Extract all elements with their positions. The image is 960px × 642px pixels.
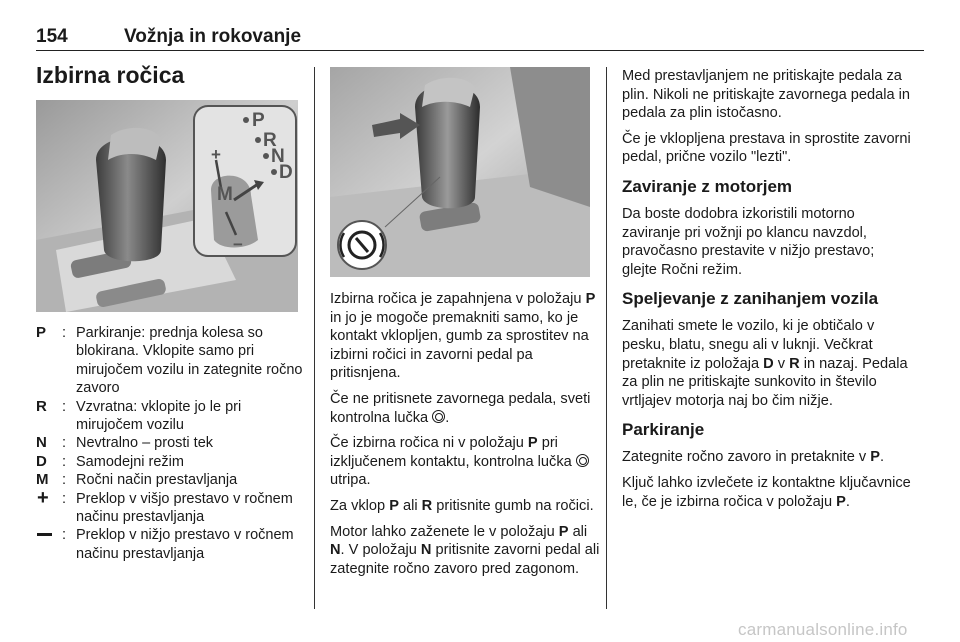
legend-item-r: R : Vzvratna: vklopite jo le pri mirujočem vozilu	[36, 398, 306, 435]
legend-key: P	[36, 324, 47, 341]
page-header	[36, 26, 301, 48]
plus-icon: +	[37, 486, 49, 509]
gear-legend	[36, 324, 306, 563]
minus-icon	[37, 533, 52, 536]
subheading-rocking: Speljevanje z zanihanjem vozila	[622, 289, 879, 309]
gear-letter-d: D	[279, 162, 293, 183]
gear-letter-r: R	[263, 130, 277, 151]
subheading-parking: Parkiranje	[622, 420, 705, 440]
gear-letter-p: P	[252, 110, 265, 131]
legend-text: Nevtralno – prosti tek	[76, 435, 214, 452]
legend-item-d: D : Samodejni režim	[36, 453, 306, 471]
legend-item-m: M : Ročni način prestavljanja	[36, 471, 306, 489]
legend-item-n: N : Nevtralno – prosti tek	[36, 434, 306, 452]
gear-letter-n: N	[271, 146, 285, 167]
column-3-text	[622, 67, 912, 518]
paragraph: Motor lahko zaženete le v položaju P ali N. V položaju N pritisnite zavorni pedal ali zategnite ročno zavoro pred zagonom.	[330, 523, 600, 577]
paragraph: Med prestavljanjem ne pritiskajte pedala za plin. Nikoli ne pritiskajte zavornega pedala in pedala za plin istočasno.	[622, 68, 910, 122]
legend-text: Preklop v višjo prestavo v ročnem načinu prestavljanja	[76, 490, 293, 526]
gear-selector-illustration	[36, 100, 298, 312]
gear-letter-m: M	[217, 184, 233, 205]
column-divider-1	[314, 67, 315, 609]
paragraph: Izbirna ročica je zapahnjena v položaju P in jo je mogoče premakniti samo, ko je kontakt vklopljen, gumb za sprostitev na izbirni ročici in zavorni pedal pa pritisnjena.	[330, 291, 596, 382]
legend-item-p: P : Parkiranje: prednja kolesa so blokirana. Vklopite samo pri mirujočem vozilu in zategnite ročno zavoro	[36, 324, 306, 398]
paragraph: Če je vklopljena prestava in sprostite zavorni pedal, prične vozilo "lezti".	[622, 130, 911, 166]
paragraph: Zategnite ročno zavoro in pretaknite v P.	[622, 449, 885, 466]
paragraph: Če ne pritisnete zavornega pedala, sveti kontrolna lučka .	[330, 390, 591, 426]
chapter-title: Vožnja in rokovanje	[124, 26, 302, 47]
legend-item-plus: + : Preklop v višjo prestavo v ročnem načinu prestavljanja	[36, 490, 306, 527]
subheading-engine-braking: Zaviranje z motorjem	[622, 176, 793, 196]
column-divider-2	[606, 67, 607, 609]
watermark: carmanualsonline.info	[738, 620, 908, 639]
header-rule	[36, 50, 924, 51]
selector-lever-illustration	[330, 67, 590, 277]
paragraph: Da boste dodobra izkoristili motorno zaviranje pri vožnji po klancu navzdol, pravočasno prestavite v nižjo prestavo; glejte Ročni režim.	[622, 205, 875, 278]
paragraph: Če izbirna ročica ni v položaju P pri izključenem kontaktu, kontrolna lučka utripa.	[330, 434, 600, 490]
paragraph: Ključ lahko izvlečete iz kontaktne ključavnice le, če je izbirna ročica v položaju P.	[622, 474, 911, 510]
legend-text: Vzvratna: vklopite jo le pri mirujočem vozilu	[76, 398, 242, 434]
legend-text: Samodejni režim	[76, 453, 184, 470]
legend-text: Ročni način prestavljanja	[76, 472, 238, 489]
column-2-text	[330, 290, 600, 585]
legend-text: Preklop v nižjo prestavo v ročnem načinu prestavljanja	[76, 527, 294, 562]
legend-key: R	[36, 397, 47, 415]
legend-key: M	[36, 471, 49, 489]
brake-warning-icon	[432, 410, 445, 423]
paragraph: Za vklop P ali R pritisnite gumb na ročici.	[330, 497, 594, 514]
minus-symbol: −	[233, 235, 243, 254]
legend-item-minus: : Preklop v nižjo prestavo v ročnem načinu prestavljanja	[36, 526, 306, 563]
legend-key: D	[36, 452, 47, 470]
brake-warning-icon	[576, 454, 589, 467]
legend-key: N	[36, 434, 47, 452]
plus-symbol: +	[211, 145, 221, 164]
legend-text: Parkiranje: prednja kolesa so blokirana. Vklopite samo pri mirujočem vozilu in zategnite ročno zavoro	[76, 325, 303, 397]
page-number: 154	[36, 26, 68, 47]
paragraph: Zanihati smete le vozilo, ki je obtičalo v pesku, blatu, snegu ali v luknji. Večkrat pretaknite iz položaja D v R in nazaj. Pedala za plin ne pritiskajte sunkovito in število vrtljajev motorja naj bo čim nižje.	[622, 318, 908, 409]
section-title: Izbirna ročica	[36, 62, 185, 88]
